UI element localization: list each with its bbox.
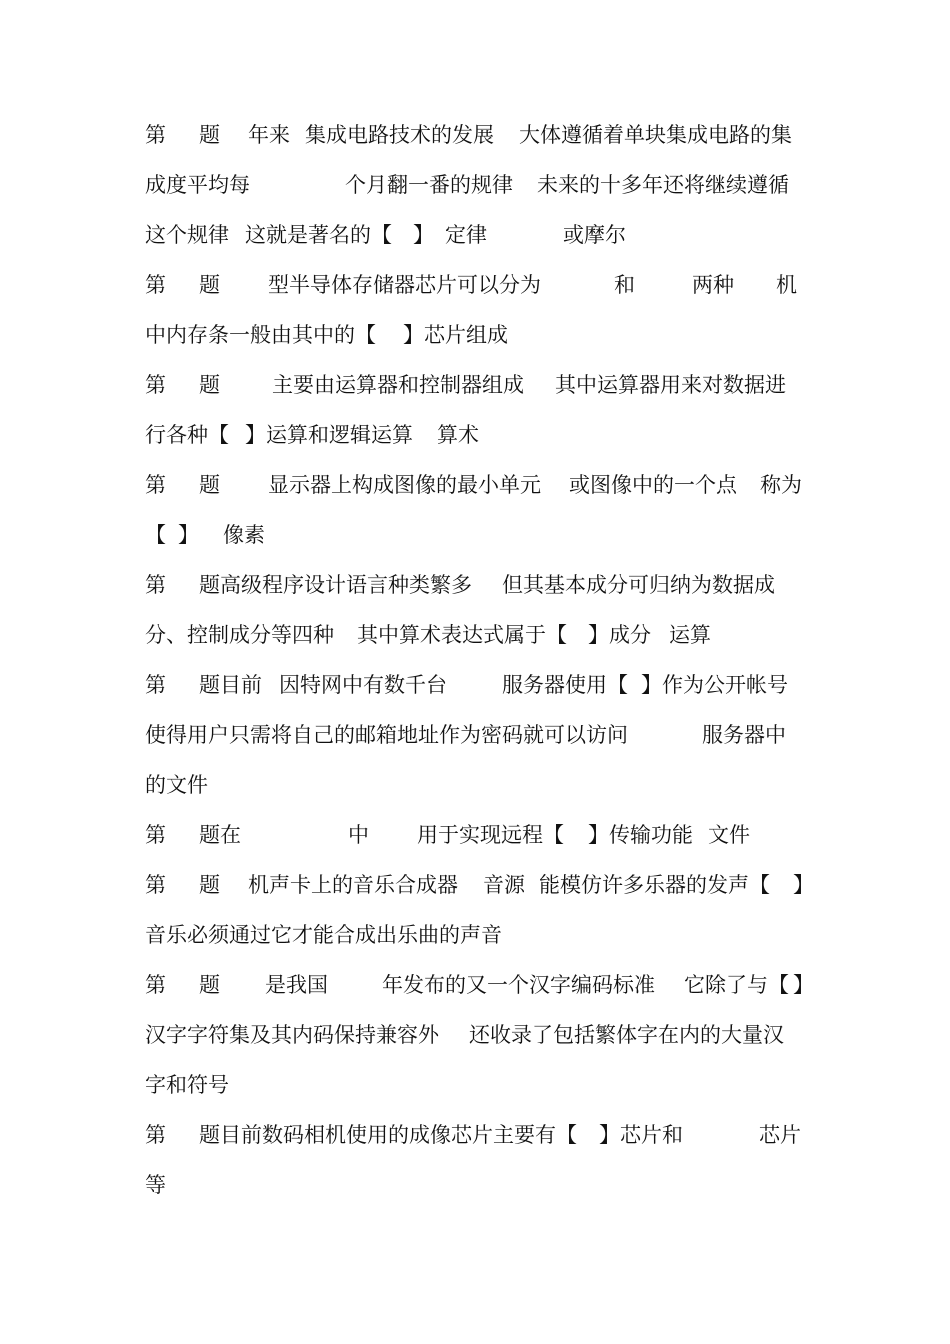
question-9-line-2: [145, 1018, 784, 1052]
text-segment: 它除了与【: [684, 973, 789, 997]
text-segment: 或图像中的一个点: [569, 473, 737, 497]
question-8-line-2: [145, 918, 502, 952]
text-segment: 年来: [248, 123, 290, 147]
text-segment: 题目前数码相机使用的成像芯片主要有【: [199, 1123, 577, 1147]
text-segment: 音源: [483, 873, 525, 897]
question-4-line-2: [145, 518, 265, 552]
question-4-line-1: [145, 468, 802, 502]
text-segment: 】作为公开帐号: [641, 673, 788, 697]
question-10-line-2: [145, 1168, 172, 1202]
text-segment: 因特网中有数千台: [279, 673, 447, 697]
question-2-line-2: [145, 318, 508, 352]
text-segment: 两种: [692, 273, 734, 297]
text-segment: 集成电路技术的发展: [305, 123, 494, 147]
text-segment: 】: [793, 873, 814, 897]
text-segment: 使得用户只需将自己的邮箱地址作为密码就可以访问: [145, 723, 628, 747]
text-segment: 机: [776, 273, 797, 297]
text-segment: 其中算术表达式属于【: [357, 623, 567, 647]
text-segment: 还收录了包括繁体字在内的大量汉: [469, 1023, 784, 1047]
text-segment: 汉字字符集及其内码保持兼容外: [145, 1023, 439, 1047]
text-segment: 服务器中: [702, 723, 786, 747]
text-segment: 大体遵循着单块集成电路的集: [519, 123, 792, 147]
question-3-line-1: [145, 368, 786, 402]
text-segment: 能模仿许多乐器的发声【: [539, 873, 770, 897]
text-segment: 的文件: [145, 773, 208, 797]
text-segment: 题高级程序设计语言种类繁多: [199, 573, 472, 597]
question-label-prefix: 第: [145, 1123, 166, 1147]
text-segment: 主要由运算器和控制器组成: [272, 373, 524, 397]
text-segment: 音乐必须通过它才能合成出乐曲的声音: [145, 923, 502, 947]
question-label-suffix: 题: [199, 123, 220, 147]
question-label-prefix: 第: [145, 473, 166, 497]
text-segment: 像素: [223, 523, 265, 547]
question-label-prefix: 第: [145, 273, 166, 297]
text-segment: 这个规律: [145, 223, 229, 247]
text-segment: 】芯片和: [599, 1123, 683, 1147]
text-segment: 中内存条一般由其中的【: [145, 323, 376, 347]
text-segment: 等: [145, 1173, 166, 1197]
text-segment: 但其基本成分可归纳为数据成: [502, 573, 775, 597]
question-label-suffix: 题: [199, 873, 220, 897]
text-segment: 【: [145, 523, 166, 547]
text-segment: 】成分: [588, 623, 651, 647]
question-9-line-3: [145, 1068, 229, 1102]
text-segment: 题在: [199, 823, 241, 847]
question-label-prefix: 第: [145, 373, 166, 397]
question-6-line-2: [145, 718, 786, 752]
question-label-suffix: 题: [199, 273, 220, 297]
question-6-line-1: [145, 668, 788, 702]
text-segment: 】运算和逻辑运算: [245, 423, 413, 447]
question-8-line-1: [145, 868, 814, 902]
question-label-suffix: 题: [199, 473, 220, 497]
text-segment: 定律: [445, 223, 487, 247]
question-1-line-2: [145, 168, 789, 202]
question-7-line-1: [145, 818, 750, 852]
question-9-line-1: [145, 968, 814, 1002]
text-segment: 型半导体存储器芯片可以分为: [268, 273, 541, 297]
text-segment: 用于实现远程【: [417, 823, 564, 847]
text-segment: 服务器使用【: [502, 673, 628, 697]
question-6-line-3: [145, 768, 208, 802]
question-1-line-1: [145, 118, 792, 152]
question-label-prefix: 第: [145, 673, 166, 697]
question-3-line-2: [145, 418, 479, 452]
question-label-prefix: 第: [145, 823, 166, 847]
question-10-line-1: [145, 1118, 801, 1152]
question-1-line-3: [145, 218, 626, 252]
text-segment: 运算: [669, 623, 711, 647]
text-segment: 】: [178, 523, 199, 547]
text-segment: 其中运算器用来对数据进: [555, 373, 786, 397]
text-segment: 】: [413, 223, 434, 247]
text-segment: 芯片: [759, 1123, 801, 1147]
text-segment: 字和符号: [145, 1073, 229, 1097]
text-segment: 和: [614, 273, 635, 297]
question-2-line-1: [145, 268, 797, 302]
text-segment: 分、控制成分等四种: [145, 623, 334, 647]
text-segment: 算术: [437, 423, 479, 447]
text-segment: 】: [793, 973, 814, 997]
question-label-prefix: 第: [145, 573, 166, 597]
question-label-prefix: 第: [145, 873, 166, 897]
text-segment: 或摩尔: [563, 223, 626, 247]
text-segment: 这就是著名的【: [245, 223, 392, 247]
question-label-suffix: 题: [199, 373, 220, 397]
question-label-prefix: 第: [145, 973, 166, 997]
text-segment: 】芯片组成: [403, 323, 508, 347]
question-label-suffix: 题: [199, 973, 220, 997]
question-5-line-1: [145, 568, 775, 602]
text-segment: 文件: [708, 823, 750, 847]
text-segment: 】传输功能: [588, 823, 693, 847]
text-segment: 题目前: [199, 673, 262, 697]
text-segment: 显示器上构成图像的最小单元: [268, 473, 541, 497]
text-segment: 机声卡上的音乐合成器: [248, 873, 458, 897]
text-segment: 成度平均每: [145, 173, 250, 197]
question-label-prefix: 第: [145, 123, 166, 147]
text-segment: 年发布的又一个汉字编码标准: [382, 973, 655, 997]
question-5-line-2: [145, 618, 711, 652]
text-segment: 是我国: [265, 973, 328, 997]
text-segment: 行各种【: [145, 423, 229, 447]
text-segment: 个月翻一番的规律: [345, 173, 513, 197]
text-segment: 称为: [760, 473, 802, 497]
text-segment: 未来的十多年还将继续遵循: [537, 173, 789, 197]
text-segment: 中: [348, 823, 369, 847]
